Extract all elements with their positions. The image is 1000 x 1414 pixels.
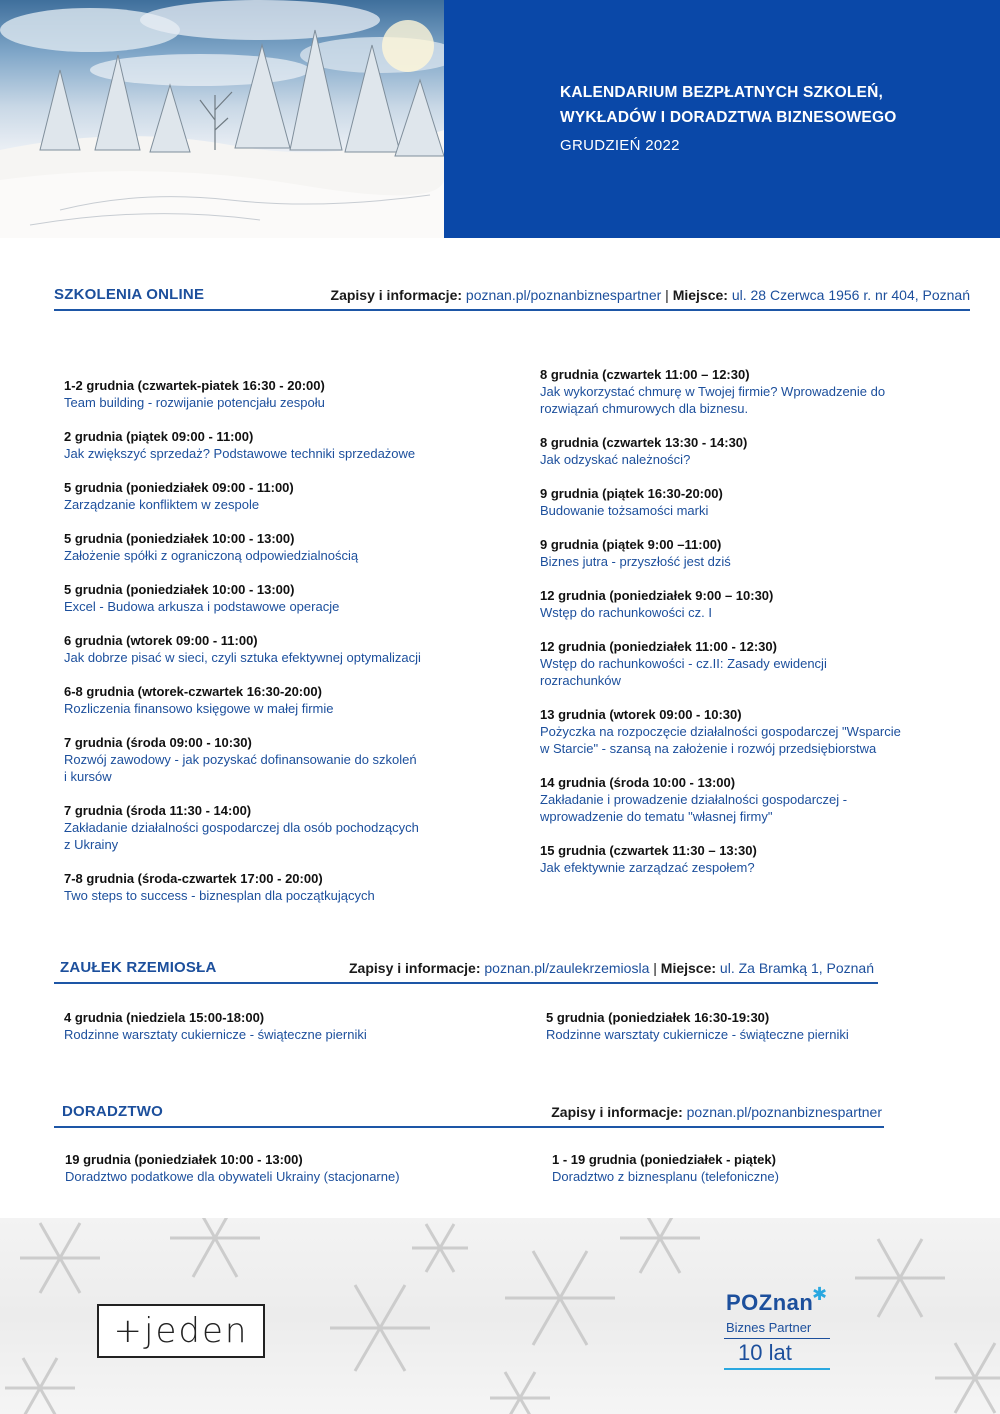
event-item bbox=[540, 638, 960, 689]
section-info bbox=[349, 960, 874, 976]
winter-landscape-image bbox=[0, 0, 444, 238]
event-date: 2 grudnia (piątek 09:00 - 11:00) bbox=[64, 429, 254, 444]
info-link[interactable]: poznan.pl/poznanbiznespartner bbox=[465, 287, 662, 303]
place-value: ul. 28 Czerwca 1956 r. nr 404, Poznań bbox=[731, 287, 970, 303]
event-item bbox=[540, 842, 960, 876]
event-title: Two steps to success - biznesplan dla początkujących bbox=[64, 888, 375, 903]
event-title: Jak odzyskać należności? bbox=[540, 452, 691, 467]
event-title: rozwiązań chmurowych dla biznesu. bbox=[540, 401, 749, 416]
section-title: ZAUŁEK RZEMIOSŁA bbox=[60, 959, 217, 976]
event-title: i kursów bbox=[64, 769, 112, 784]
craft-events-right bbox=[546, 1009, 966, 1060]
online-events-right bbox=[540, 366, 960, 893]
event-date: 7 grudnia (środa 11:30 - 14:00) bbox=[64, 803, 252, 818]
event-title: Zakładanie i prowadzenie działalności gospodarczej - bbox=[540, 792, 848, 807]
event-title: Budowanie tożsamości marki bbox=[540, 503, 709, 518]
event-date: 7 grudnia (środa 09:00 - 10:30) bbox=[64, 735, 252, 750]
logo-main-text: POZnan bbox=[726, 1290, 814, 1315]
event-title: Team building - rozwijanie potencjału zespołu bbox=[64, 395, 325, 410]
section-title: SZKOLENIA ONLINE bbox=[54, 286, 205, 303]
event-title: wprowadzenie do tematu "własnej firmy" bbox=[540, 809, 773, 824]
event-title: Doradztwo z biznesplanu (telefoniczne) bbox=[552, 1169, 779, 1184]
event-title: Pożyczka na rozpoczęcie działalności gospodarczej "Wsparcie bbox=[540, 724, 901, 739]
event-title: Jak zwiększyć sprzedaż? Podstawowe techniki sprzedażowe bbox=[64, 446, 416, 461]
event-item bbox=[540, 587, 960, 621]
event-item bbox=[64, 428, 514, 462]
event-item bbox=[546, 1009, 966, 1043]
event-title: Założenie spółki z ograniczoną odpowiedzialnością bbox=[64, 548, 359, 563]
info-link[interactable]: poznan.pl/poznanbiznespartner bbox=[686, 1104, 882, 1120]
event-date: 6 grudnia (wtorek 09:00 - 11:00) bbox=[64, 633, 258, 648]
event-title: Biznes jutra - przyszłość jest dziś bbox=[540, 554, 731, 569]
jeden-logo-text: +jeden bbox=[113, 1311, 249, 1351]
event-item bbox=[64, 870, 514, 904]
star-icon: ✱ bbox=[812, 1284, 828, 1304]
event-date: 12 grudnia (poniedziałek 11:00 - 12:30) bbox=[540, 639, 777, 654]
event-item bbox=[64, 479, 514, 513]
page-footer bbox=[0, 1218, 1000, 1414]
event-title: Wstęp do rachunkowości cz. I bbox=[540, 605, 712, 620]
event-date: 8 grudnia (czwartek 13:30 - 14:30) bbox=[540, 435, 748, 450]
poznan-biznes-partner-logo bbox=[718, 1284, 838, 1370]
section-title: DORADZTWO bbox=[62, 1103, 163, 1120]
event-date: 12 grudnia (poniedziałek 9:00 – 10:30) bbox=[540, 588, 774, 603]
event-item bbox=[64, 632, 514, 666]
event-date: 7-8 grudnia (środa-czwartek 17:00 - 20:00) bbox=[64, 871, 323, 886]
event-title: w Starcie" - szansą na założenie i rozwój przedsiębiorstwa bbox=[540, 741, 877, 756]
event-item bbox=[540, 536, 960, 570]
event-title: rozrachunków bbox=[540, 673, 621, 688]
event-item bbox=[64, 683, 514, 717]
page-subtitle: GRUDZIEŃ 2022 bbox=[560, 137, 680, 154]
place-label: Miejsce: bbox=[660, 960, 717, 976]
separator: | bbox=[653, 960, 657, 976]
event-date: 6-8 grudnia (wtorek-czwartek 16:30-20:00) bbox=[64, 684, 322, 699]
event-title: Rozwój zawodowy - jak pozyskać dofinansowanie do szkoleń bbox=[64, 752, 417, 767]
event-date: 14 grudnia (środa 10:00 - 13:00) bbox=[540, 775, 736, 790]
event-date: 5 grudnia (poniedziałek 16:30-19:30) bbox=[546, 1010, 770, 1025]
info-link[interactable]: poznan.pl/zaulekrzemiosla bbox=[484, 960, 650, 976]
divider bbox=[724, 1368, 830, 1370]
event-item bbox=[540, 485, 960, 519]
event-title: Rodzinne warsztaty cukiernicze - świąteczne pierniki bbox=[64, 1027, 367, 1042]
event-date: 5 grudnia (poniedziałek 09:00 - 11:00) bbox=[64, 480, 294, 495]
event-item bbox=[64, 802, 514, 853]
event-date: 4 grudnia (niedziela 15:00-18:00) bbox=[64, 1010, 265, 1025]
page-header bbox=[0, 0, 1000, 238]
event-title: Rodzinne warsztaty cukiernicze - świąteczne pierniki bbox=[546, 1027, 849, 1042]
advice-events-left bbox=[65, 1151, 515, 1202]
advice-events-right bbox=[552, 1151, 972, 1202]
event-title: Zarządzanie konfliktem w zespole bbox=[64, 497, 260, 512]
event-title: Rozliczenia finansowo księgowe w małej firmie bbox=[64, 701, 334, 716]
section-info bbox=[551, 1104, 882, 1120]
event-item bbox=[64, 530, 514, 564]
event-item bbox=[540, 434, 960, 468]
event-title: Jak efektywnie zarządzać zespołem? bbox=[540, 860, 755, 875]
event-date: 5 grudnia (poniedziałek 10:00 - 13:00) bbox=[64, 582, 295, 597]
event-item bbox=[540, 366, 960, 417]
event-title: Doradztwo podatkowe dla obywateli Ukrainy (stacjonarne) bbox=[65, 1169, 400, 1184]
title-panel bbox=[444, 0, 1000, 238]
event-item bbox=[540, 706, 960, 757]
event-item bbox=[64, 377, 514, 411]
event-item bbox=[64, 734, 514, 785]
event-date: 15 grudnia (czwartek 11:30 – 13:30) bbox=[540, 843, 757, 858]
section-craft-header bbox=[54, 956, 878, 984]
event-title: Excel - Budowa arkusza i podstawowe operacje bbox=[64, 599, 340, 614]
section-online-header bbox=[54, 280, 970, 311]
event-title: z Ukrainy bbox=[64, 837, 119, 852]
logo-sub-text: Biznes Partner bbox=[726, 1320, 812, 1335]
info-label: Zapisy i informacje: bbox=[330, 287, 463, 303]
event-item bbox=[64, 581, 514, 615]
place-value: ul. Za Bramką 1, Poznań bbox=[719, 960, 874, 976]
online-events-left bbox=[64, 377, 514, 921]
event-title: Zakładanie działalności gospodarczej dla osób pochodzących bbox=[64, 820, 419, 835]
separator: | bbox=[665, 287, 669, 303]
jeden-logo bbox=[97, 1304, 265, 1358]
event-date: 13 grudnia (wtorek 09:00 - 10:30) bbox=[540, 707, 742, 722]
event-item bbox=[552, 1151, 972, 1185]
event-title: Wstęp do rachunkowości - cz.II: Zasady ewidencji bbox=[540, 656, 827, 671]
event-date: 8 grudnia (czwartek 11:00 – 12:30) bbox=[540, 367, 750, 382]
divider bbox=[724, 1338, 830, 1339]
place-label: Miejsce: bbox=[672, 287, 728, 303]
page-title-line-2: WYKŁADÓW I DORADZTWA BIZNESOWEGO bbox=[560, 109, 897, 126]
event-item bbox=[64, 1009, 514, 1043]
logo-years-text: 10 lat bbox=[738, 1340, 792, 1365]
event-date: 19 grudnia (poniedziałek 10:00 - 13:00) bbox=[65, 1152, 303, 1167]
info-label: Zapisy i informacje: bbox=[349, 960, 481, 976]
event-item bbox=[65, 1151, 515, 1185]
page-title-line-1: KALENDARIUM BEZPŁATNYCH SZKOLEŃ, bbox=[560, 84, 883, 101]
section-advice-header bbox=[54, 1100, 884, 1128]
event-item bbox=[540, 774, 960, 825]
section-info bbox=[331, 287, 970, 303]
event-date: 1 - 19 grudnia (poniedziałek - piątek) bbox=[552, 1152, 776, 1167]
craft-events-left bbox=[64, 1009, 514, 1060]
event-title: Jak dobrze pisać w sieci, czyli sztuka efektywnej optymalizacji bbox=[64, 650, 421, 665]
event-date: 1-2 grudnia (czwartek-piatek 16:30 - 20:00) bbox=[64, 378, 325, 393]
event-date: 9 grudnia (piątek 9:00 –11:00) bbox=[540, 537, 722, 552]
event-title: Jak wykorzystać chmurę w Twojej firmie? Wprowadzenie do bbox=[540, 384, 886, 399]
event-date: 5 grudnia (poniedziałek 10:00 - 13:00) bbox=[64, 531, 295, 546]
info-label: Zapisy i informacje: bbox=[551, 1104, 683, 1120]
event-date: 9 grudnia (piątek 16:30-20:00) bbox=[540, 486, 723, 501]
